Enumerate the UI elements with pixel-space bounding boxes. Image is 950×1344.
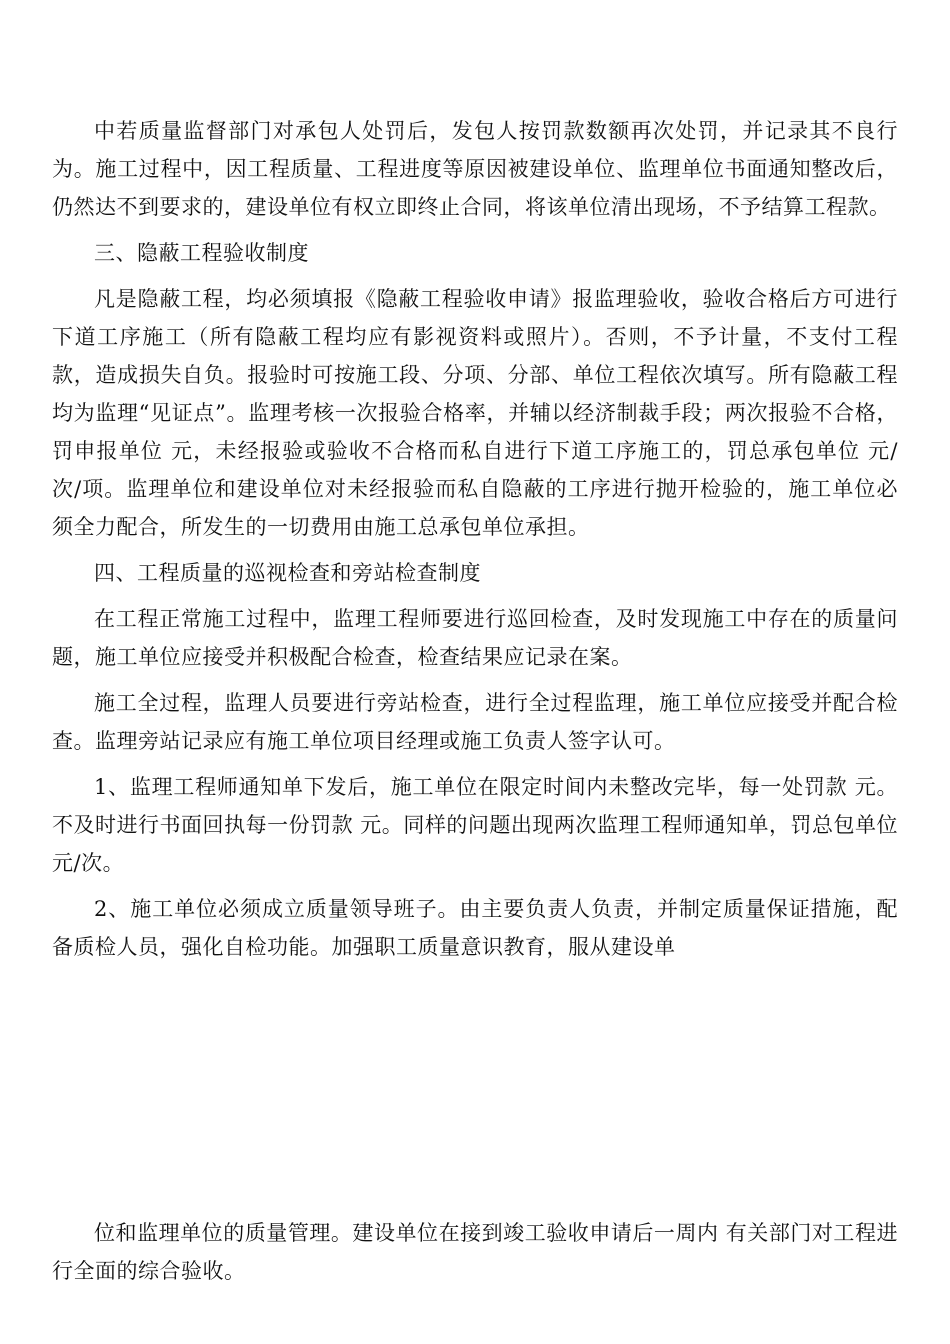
heading-inspection-system: 四、工程质量的巡视检查和旁站检查制度	[94, 561, 481, 585]
document-body-lower	[52, 1214, 898, 1290]
paragraph-penalty-termination: 中若质量监督部门对承包人处罚后，发包人按罚款数额再次处罚，并记录其不良行为。施工过程中，因工程质量、工程进度等原因被建设单位、监理单位书面通知整改后，仍然达不到要求的，建设单位有权立即终止合同，将该单位清出现场，不予结算工程款。	[52, 119, 898, 219]
paragraph-side-station-inspection: 施工全过程，监理人员要进行旁站检查，进行全过程监理，施工单位应接受并配合检查。监理旁站记录应有施工单位项目经理或施工负责人签字认可。	[52, 691, 898, 753]
paragraph-patrol-inspection: 在工程正常施工过程中，监理工程师要进行巡回检查，及时发现施工中存在的质量问题，施工单位应接受并积极配合检查，检查结果应记录在案。	[52, 607, 898, 669]
paragraph-completion-acceptance: 位和监理单位的质量管理。建设单位在接到竣工验收申请后一周内 有关部门对工程进行全面的综合验收。	[52, 1221, 898, 1283]
paragraph-rule-1-notice-fines: 1、监理工程师通知单下发后，施工单位在限定时间内未整改完毕，每一处罚款 元。不及时进行书面回执每一份罚款 元。同样的问题出现两次监理工程师通知单，罚总包单位 元/次。	[52, 775, 898, 875]
document-body-upper	[52, 112, 898, 966]
paragraph-hidden-works-rules: 凡是隐蔽工程，均必须填报《隐蔽工程验收申请》报监理验收，验收合格后方可进行下道工序施工（所有隐蔽工程均应有影视资料或照片）。否则，不予计量，不支付工程款，造成损失自负。报验时可按施工段、分项、分部、单位工程依次填写。所有隐蔽工程均为监理“见证点”。监理考核一次报验合格率，并辅以经济制裁手段；两次报验不合格，罚申报单位 元，未经报验或验收不合格而私自进行下道工序施工的，罚总承包单位 元/次/项。监理单位和建设单位对未经报验而私自隐蔽的工序进行抛开检验的，施工单位必须全力配合，所发生的一切费用由施工总承包单位承担。	[52, 287, 898, 539]
heading-hidden-works-acceptance: 三、隐蔽工程验收制度	[94, 241, 309, 265]
paragraph-rule-2-quality-team: 2、施工单位必须成立质量领导班子。由主要负责人负责，并制定质量保证措施，配备质检人员，强化自检功能。加强职工质量意识教育，服从建设单	[52, 897, 898, 959]
